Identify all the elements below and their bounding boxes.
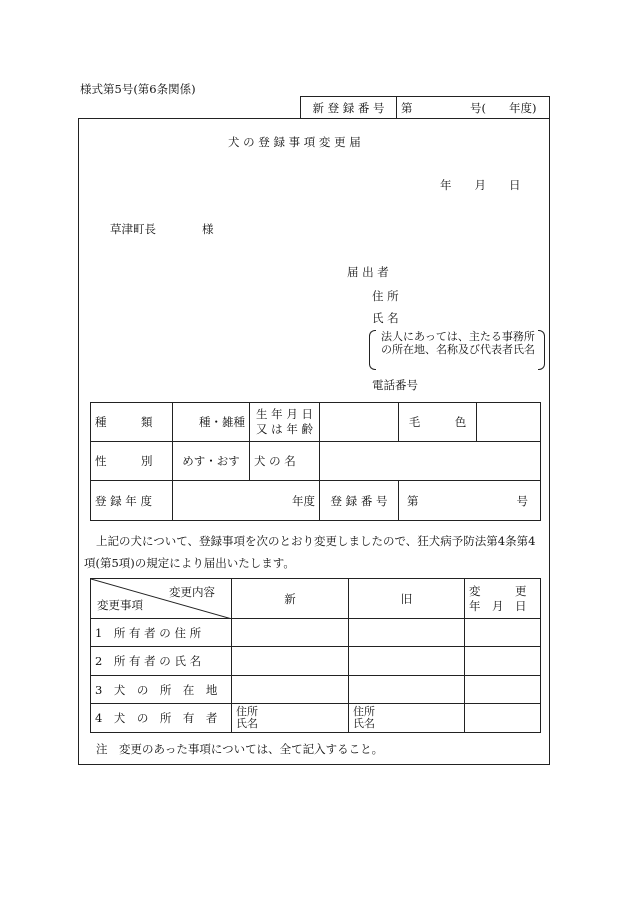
change-row-new[interactable] xyxy=(232,704,349,733)
footnote: 注 変更のあった事項については、全て記入すること。 xyxy=(96,742,384,756)
dog-name-field[interactable] xyxy=(320,442,541,481)
corporate-note xyxy=(369,330,545,370)
dog-info-table xyxy=(90,402,541,521)
dai-prefix: 第 xyxy=(407,494,419,508)
dob-field[interactable] xyxy=(320,403,399,442)
change-date-top: 変 更 xyxy=(469,583,527,598)
change-row-new[interactable] xyxy=(232,619,349,647)
new-registration-value[interactable]: 第 号( 年度) xyxy=(397,97,550,119)
reg-no-label: 登 録 番 号 xyxy=(320,481,399,521)
change-row-label: 3 犬 の 所 在 地 xyxy=(91,676,232,704)
change-row-label: 4 犬 の 所 有 者 xyxy=(91,704,232,733)
go-suffix: 号 xyxy=(516,494,528,508)
reg-no-field[interactable] xyxy=(399,481,541,521)
form-title: 犬 の 登 録 事 項 変 更 届 xyxy=(228,135,361,149)
applicant-name-label: 氏 名 xyxy=(372,311,399,325)
applicant-heading: 届 出 者 xyxy=(347,265,389,279)
change-row-date[interactable] xyxy=(465,647,541,676)
change-row-label: 1 所 有 者 の 住 所 xyxy=(91,619,232,647)
old-header: 旧 xyxy=(349,579,465,619)
reg-year-field[interactable] xyxy=(173,481,320,521)
dob-label: 生 年 月 日 又 は 年 齢 xyxy=(250,403,320,442)
change-row-old[interactable] xyxy=(349,619,465,647)
change-row-date[interactable] xyxy=(465,704,541,733)
submission-date[interactable]: 年 月 日 xyxy=(440,178,521,192)
kind-label: 種 類 xyxy=(91,403,173,442)
sex-value[interactable]: めす・おす xyxy=(173,442,250,481)
change-row-new[interactable] xyxy=(232,647,349,676)
addr-label: 住所 xyxy=(353,705,375,718)
diag-bottom-label: 変更事項 xyxy=(97,598,143,612)
form-number-label: 様式第5号(第6条関係) xyxy=(80,82,196,96)
reg-year-label: 登 録 年 度 xyxy=(91,481,173,521)
change-row-new[interactable] xyxy=(232,676,349,704)
change-row-date[interactable] xyxy=(465,619,541,647)
dog-name-label: 犬 の 名 xyxy=(250,442,320,481)
change-row-label: 2 所 有 者 の 氏 名 xyxy=(91,647,232,676)
nendo-suffix: 年度 xyxy=(292,493,315,508)
sex-label: 性 別 xyxy=(91,442,173,481)
diagonal-header xyxy=(91,579,232,619)
breed-label: 種・雑種 xyxy=(173,403,250,442)
coat-label: 毛 色 xyxy=(399,403,477,442)
new-registration-number-box xyxy=(300,96,550,119)
name-label: 氏名 xyxy=(236,717,258,730)
addr-label: 住所 xyxy=(236,705,258,718)
change-row-old[interactable] xyxy=(349,704,465,733)
applicant-address-label: 住 所 xyxy=(372,289,399,303)
statement: 上記の犬について、登録事項を次のとおり変更しましたので、狂犬病予防法第4条第4項(第5項)の規定により届出いたします。 xyxy=(84,534,536,570)
corporate-note-text: 法人にあっては、主たる事務所の所在地、名称及び代表者氏名 xyxy=(381,330,535,356)
coat-field[interactable] xyxy=(477,403,541,442)
change-row-date[interactable] xyxy=(465,676,541,704)
change-date-bottom: 年 月 日 xyxy=(469,598,527,613)
applicant-phone-label: 電話番号 xyxy=(372,378,418,392)
new-registration-label: 新 登 録 番 号 xyxy=(301,97,397,119)
name-label: 氏名 xyxy=(353,717,375,730)
addressee: 草津町長 様 xyxy=(110,222,214,236)
change-date-header xyxy=(465,579,541,619)
diag-top-label: 変更内容 xyxy=(169,585,215,599)
change-row-old[interactable] xyxy=(349,676,465,704)
change-row-old[interactable] xyxy=(349,647,465,676)
new-header: 新 xyxy=(232,579,349,619)
change-table xyxy=(90,578,541,733)
